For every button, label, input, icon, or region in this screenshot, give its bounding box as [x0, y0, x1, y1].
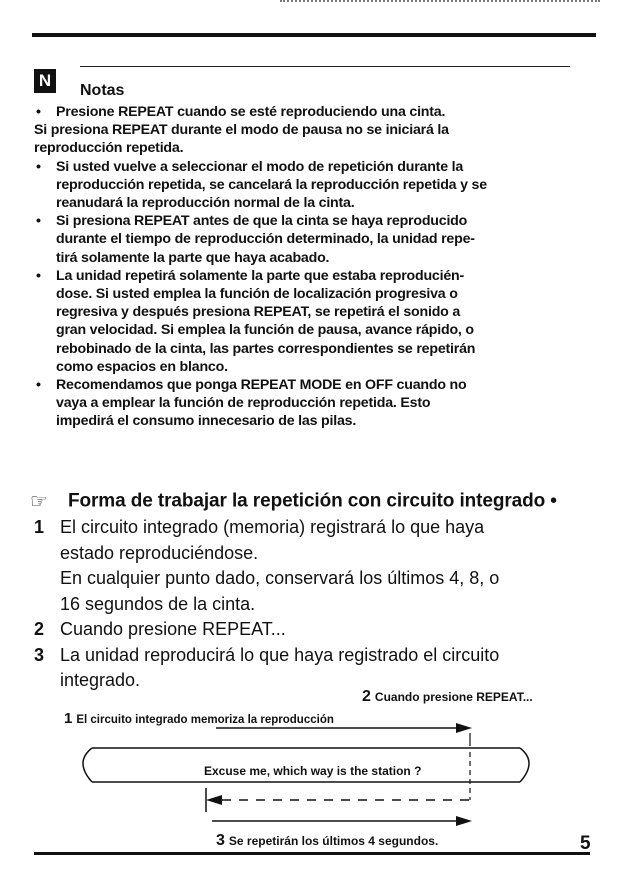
bullet-icon: •: [36, 158, 41, 175]
note-item: • Si usted vuelve a seleccionar el modo de repetición durante la reproducción repetida, se cancelará la reproducción repetida y se reanudará la reproducción normal de la cinta.: [36, 158, 487, 212]
diagram-label-1: 1 El circuito integrado memoriza la reproducción: [64, 710, 334, 727]
bottom-rule: [34, 852, 590, 855]
bullet-icon: •: [36, 267, 41, 284]
note-continuation: reproducción repetida.: [34, 140, 184, 157]
step-item: 2 Cuando presione REPEAT...: [34, 617, 604, 643]
note-item: • Presione REPEAT cuando se esté reproduciendo una cinta.: [36, 104, 446, 120]
page-number: 5: [580, 833, 591, 854]
notes-icon: N: [34, 69, 56, 93]
speech-text: Excuse me, which way is the station ?: [204, 764, 422, 778]
return-arrow-head: [206, 795, 222, 805]
replay-arrow-head: [456, 816, 472, 826]
step-item: 1 El circuito integrado (memoria) registrará lo que haya estado reproduciéndose. En cualquier punto dado, conservará los últimos 4, 8, o 16 segundos de la cinta.: [34, 517, 500, 614]
speech-right-bracket: [520, 748, 529, 782]
speech-left-bracket: [83, 748, 92, 782]
note-continuation: Si presiona REPEAT durante el modo de pausa no se iniciará la: [34, 122, 449, 139]
diagram-label-2: 2 Cuando presione REPEAT...: [362, 688, 533, 705]
step-item: 3 La unidad reproducirá lo que haya registrado el circuito integrado.: [34, 644, 500, 690]
bullet-icon: •: [36, 213, 41, 230]
pointing-hand-icon: ☞: [30, 491, 48, 513]
note-item: • Recomendamos que ponga REPEAT MODE en OFF cuando no vaya a emplear la función de reproducción repetida. Esto impedirá el consumo innecesario de las pilas.: [36, 377, 467, 430]
step-number: 3: [34, 644, 45, 665]
step-number: 2: [34, 619, 45, 639]
diagram-label-3: 3 Se repetirán los últimos 4 segundos.: [216, 832, 439, 849]
step-number: 1: [34, 517, 45, 537]
notes-title: Notas: [80, 82, 125, 99]
note-item: • Si presiona REPEAT antes de que la cinta se haya reproducido durante el tiempo de reproducción determinado, la unidad repe- tirá solamente la parte que haya acabado.: [36, 213, 475, 266]
bullet-icon: •: [36, 104, 41, 120]
note-item: • La unidad repetirá solamente la parte que estaba reproducién- dose. Si usted emplea la función de localización progresiva o regresiva y después presiona REPEAT, se repetirá el sonido a gran velocidad. Si emplea la función de pausa, avance rápido, o rebobinado de la cinta, las partes correspondientes se repetirán como espacios en blanco.: [36, 267, 476, 375]
bullet-icon: •: [36, 377, 41, 394]
section-title: Forma de trabajar la repetición con circuito integrado •: [68, 490, 557, 512]
memorize-arrow-head: [456, 723, 472, 733]
